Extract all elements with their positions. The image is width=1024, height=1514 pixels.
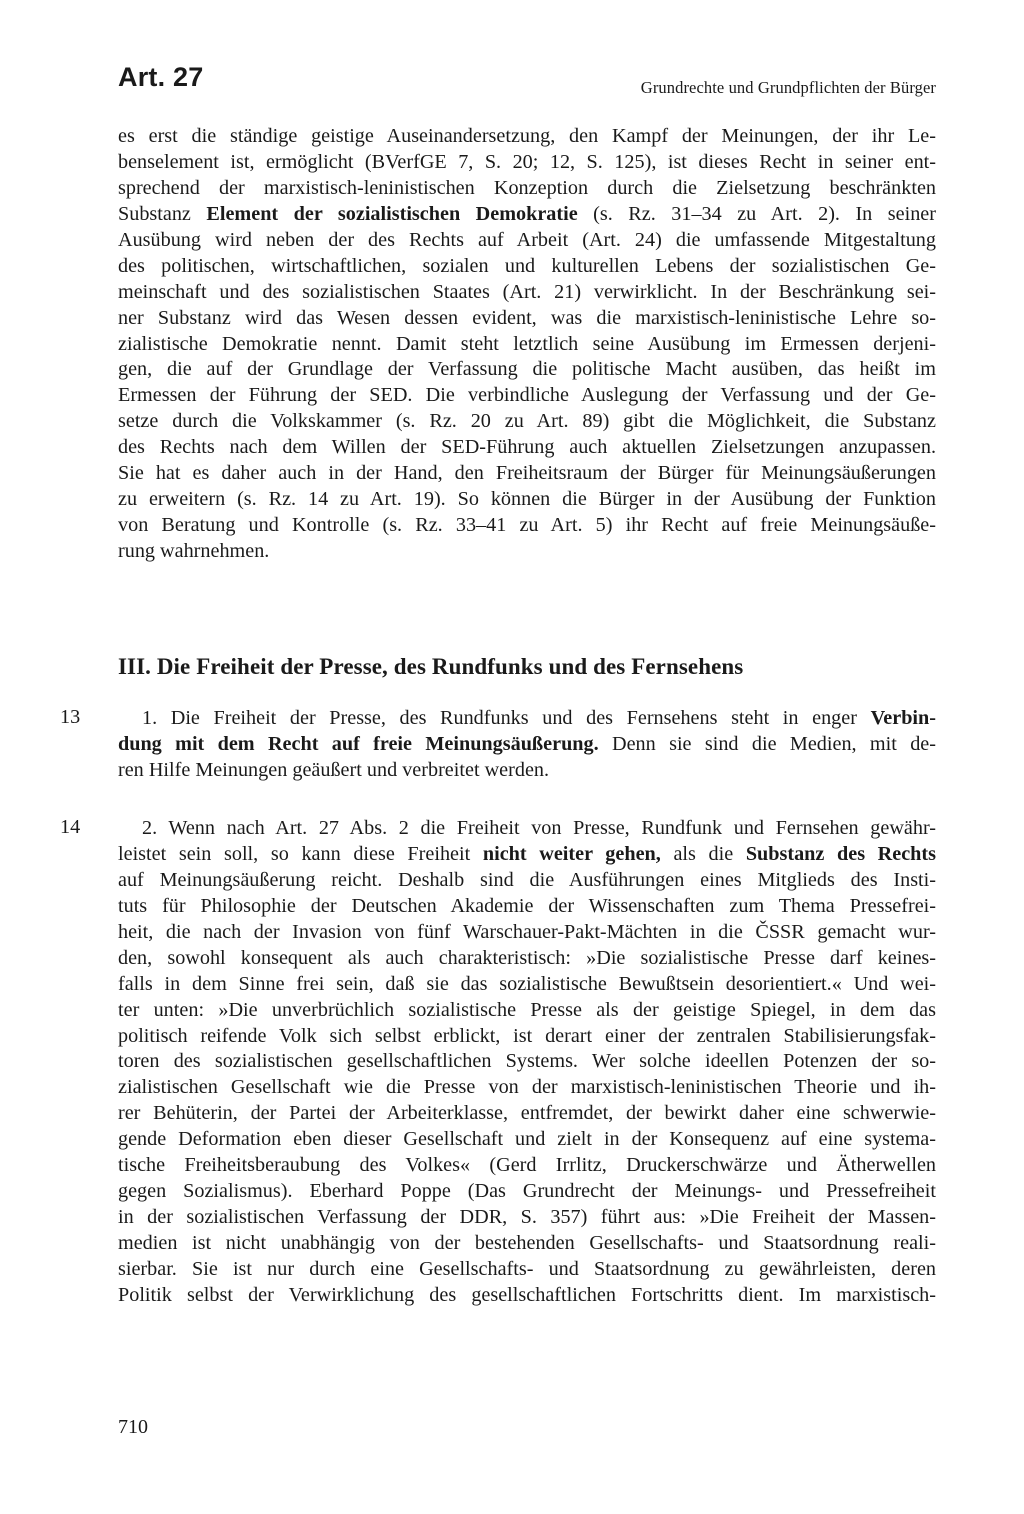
text-line: rer Behüterin, der Partei der Arbeiterklasse, entfremdet, der bewirkt daher eine schwerwie- [118,1102,936,1125]
text-line: zialistischen Gesellschaft wie die Presse von der marxistisch-leninistischen Theorie und ih- [118,1076,936,1099]
text-line: Ermessen der Führung der SED. Die verbindliche Auslegung der Verfassung und der Ge- [118,384,936,407]
text-line: 2. Wenn nach Art. 27 Abs. 2 die Freiheit von Presse, Rundfunk und Fernsehen gewähr- [142,817,936,839]
bold-emphasis: dung mit dem Recht auf freie Meinungsäußerung. [118,732,599,755]
text-line: es erst die ständige geistige Auseinandersetzung, den Kampf der Meinungen, der ihr Le- [118,125,936,147]
margin-number-14: 14 [60,816,81,838]
text-line: von Beratung und Kontrolle (s. Rz. 33–41 zu Art. 5) ihr Recht auf freie Meinungsäuße- [118,514,936,537]
text-line: des politischen, wirtschaftlichen, sozialen und kulturellen Lebens der sozialistischen Ge- [118,254,936,277]
running-title: Grundrechte und Grundpflichten der Bürger [640,78,936,97]
text-line: gen, die auf der Grundlage der Verfassung die politische Macht ausüben, das heißt im [118,358,936,381]
text-line: heit, die nach der Invasion von fünf Warschauer-Pakt-Mächten in die ČSSR gemacht wur- [118,920,936,943]
text-line: Ausübung wird neben der des Rechts auf Arbeit (Art. 24) die umfassende Mitgestaltung [118,228,936,251]
text-line: gegen Sozialismus). Eberhard Poppe (Das Grundrecht der Meinungs- und Pressefreiheit [118,1180,936,1203]
text-line: in der sozialistischen Verfassung der DDR, S. 357) führt aus: »Die Freiheit der Massen- [118,1206,936,1229]
text-line: zialistische Demokratie nennt. Damit steht letztlich seine Ausübung im Ermessen derjeni- [118,332,936,355]
text-line: rung wahrnehmen. [118,540,270,562]
bold-emphasis: Substanz des Rechts [745,842,936,865]
text-line: Substanz Element der sozialistischen Demokratie (s. Rz. 31–34 zu Art. 2). In seiner [118,202,936,225]
article-number: Art. 27 [118,62,204,92]
text-line: ren Hilfe Meinungen geäußert und verbreitet werden. [118,758,550,781]
text-line: meinschaft und des sozialistischen Staates (Art. 21) verwirklicht. In der Beschränkung sei- [118,280,936,303]
text-line: zu erweitern (s. Rz. 14 zu Art. 19). So können die Bürger in der Ausübung der Funktion [118,488,936,511]
bold-emphasis: Element der sozialistischen Demokratie [206,202,578,225]
text-line: politisch reifende Volk sich selbst erblickt, ist derart einer der zentralen Stabilisierungsfak- [118,1024,936,1047]
bold-emphasis: Verbin- [870,707,936,729]
text-line: tuts für Philosophie der Deutschen Akademie der Wissenschaften zum Thema Pressefrei- [118,894,936,917]
margin-number-13: 13 [60,706,81,728]
bold-emphasis: nicht weiter gehen, [482,842,661,865]
text-line: leistet sein soll, so kann diese Freiheit nicht weiter gehen, als die Substanz des Rechts [118,842,936,865]
section-heading: III. Die Freiheit der Presse, des Rundfunks und des Fernsehens [118,654,744,679]
text-line: ter unten: »Die unverbrüchlich sozialistische Presse als der geistige Spiegel, in dem das [118,998,936,1021]
paragraph-14 [118,816,936,1309]
text-line: sprechend der marxistisch-leninistischen Konzeption durch die Zielsetzung beschränkten [118,176,936,199]
text-line: setze durch die Volkskammer (s. Rz. 20 zu Art. 89) gibt die Möglichkeit, die Substanz [118,410,936,433]
text-line: sierbar. Sie ist nur durch eine Gesellschafts- und Staatsordnung zu gewährleisten, deren [118,1257,936,1280]
text-line: medien ist nicht unabhängig von der bestehenden Gesellschafts- und Staatsordnung reali- [118,1232,936,1254]
text-line: 1. Die Freiheit der Presse, des Rundfunks und des Fernsehens steht in enger Verbin- [142,707,936,729]
page-number: 710 [118,1416,148,1438]
text-line: falls in dem Sinne frei sein, daß sie das sozialistische Bewußtsein desorientiert.« Und wei- [118,972,936,995]
text-line: tische Freiheitsberaubung des Volkes« (Gerd Irrlitz, Druckerschwärze und Ätherwellen [118,1154,936,1177]
paragraph-continuation [118,124,936,565]
text-line: Politik selbst der Verwirklichung des gesellschaftlichen Fortschritts dient. Im marxistisch- [118,1283,936,1306]
text-line: gende Deformation eben dieser Gesellschaft und zielt in der Konsequenz auf eine systema- [118,1128,936,1151]
text-line: benselement ist, ermöglicht (BVerfGE 7, S. 20; 12, S. 125), ist dieses Recht in seiner ent- [118,150,936,173]
text-line: den, sowohl konsequent als auch charakteristisch: »Die sozialistische Presse darf keines- [118,946,936,969]
paragraph-13 [118,706,936,784]
text-line: Sie hat es daher auch in der Hand, den Freiheitsraum der Bürger für Meinungsäußerungen [118,462,936,485]
text-line: ner Substanz wird das Wesen dessen evident, was die marxistisch-leninistische Lehre so- [118,306,936,329]
text-line: des Rechts nach dem Willen der SED-Führung auch aktuellen Zielsetzungen anzupassen. [118,436,936,459]
text-line: auf Meinungsäußerung reicht. Deshalb sind die Ausführungen eines Mitglieds des Insti- [118,868,936,891]
text-line: dung mit dem Recht auf freie Meinungsäußerung. Denn sie sind die Medien, mit de- [118,732,936,755]
text-line: toren des sozialistischen gesellschaftlichen Systems. Wer solche ideellen Potenzen der so- [118,1050,936,1073]
